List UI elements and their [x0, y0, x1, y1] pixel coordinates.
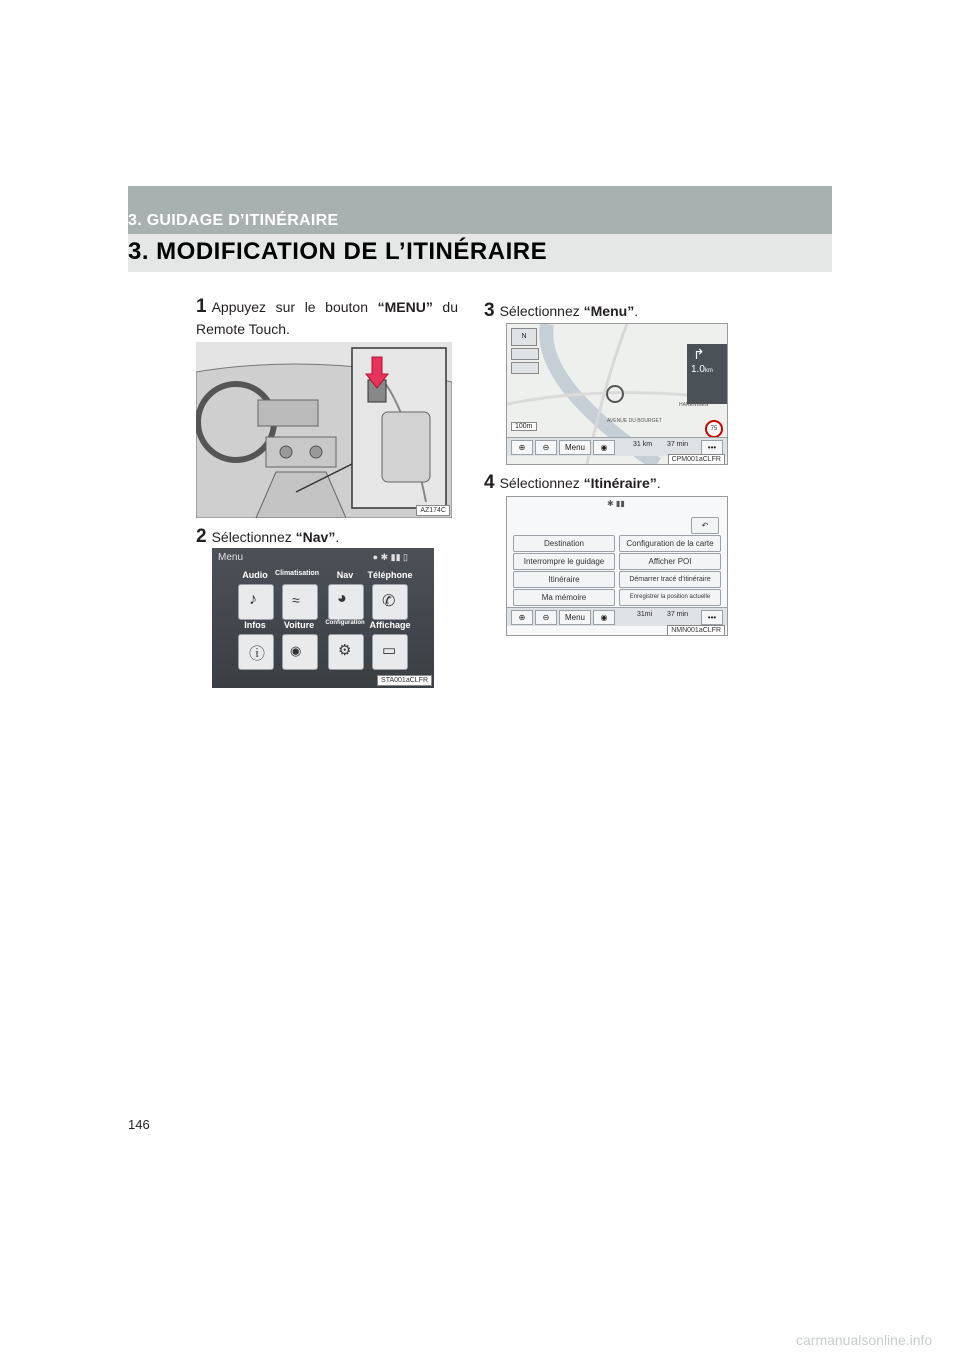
configuration-carte-button[interactable]: Configuration de la carte	[619, 535, 721, 552]
back-arrow-icon: ↶	[701, 521, 709, 530]
more-button[interactable]: •••	[701, 440, 723, 455]
remaining-time: 37 min	[667, 441, 689, 448]
zoom-out-button[interactable]: ⊖	[535, 610, 557, 625]
car-interior-figure	[196, 342, 452, 518]
audio-tile[interactable]	[238, 584, 274, 620]
climatisation-tile[interactable]	[282, 584, 318, 620]
phone-icon: ✆	[382, 593, 396, 610]
step-3: 3 Sélectionnez “Menu”.	[484, 300, 639, 321]
north-compass-icon[interactable]: N	[511, 328, 537, 346]
car-icon: ◉	[290, 643, 302, 658]
label-infos: Infos	[244, 620, 266, 630]
speed-limit-sign: 75	[705, 420, 723, 438]
menu-button[interactable]: Menu	[559, 610, 591, 625]
step-4: 4 Sélectionnez “Itinéraire”.	[484, 472, 661, 493]
step-number: 4	[484, 472, 495, 493]
infos-tile[interactable]	[238, 634, 274, 670]
step-number: 1	[196, 296, 207, 317]
label-configuration: Configuration	[325, 620, 365, 626]
voiture-tile[interactable]	[282, 634, 318, 670]
figure-code: NMN001aCLFR	[667, 625, 725, 636]
nav-menu-figure	[506, 496, 728, 636]
figure-code: CPM001aCLFR	[668, 454, 725, 465]
zoom-in-button[interactable]: ⊕	[511, 440, 533, 455]
interrompre-guidage-button[interactable]: Interrompre le guidage	[513, 553, 615, 570]
street-label: AVENUE DU BOURGET	[607, 418, 662, 424]
list-bottom-bar	[507, 607, 727, 626]
destination-button[interactable]: Destination	[513, 535, 615, 552]
ma-memoire-button[interactable]: Ma mémoire	[513, 589, 615, 606]
settings-icon: ⚙	[338, 642, 352, 659]
affichage-tile[interactable]	[372, 634, 408, 670]
step-1: 1 Appuyez sur le bouton “MENU” du Remote Touch.	[196, 296, 458, 337]
voice-guidance-button[interactable]: ◉	[593, 610, 615, 625]
step-number: 3	[484, 300, 495, 321]
poi-button[interactable]	[511, 362, 539, 374]
enregistrer-position-button[interactable]: Enregistrer la position actuelle	[619, 589, 721, 606]
map-scale: 100m	[511, 422, 537, 431]
info-icon: ⓘ	[249, 646, 266, 663]
demarrer-trace-button[interactable]: Démarrer tracé d’itinéraire	[619, 571, 721, 588]
menu-screen-figure	[212, 548, 434, 688]
remaining-time: 37 min	[667, 611, 689, 618]
label-telephone: Téléphone	[367, 570, 413, 580]
voice-guidance-button[interactable]: ◉	[593, 440, 615, 455]
back-button[interactable]	[691, 517, 719, 534]
zoom-in-button[interactable]: ⊕	[511, 610, 533, 625]
music-note-icon: ♪	[249, 591, 257, 608]
step-number: 2	[196, 526, 207, 547]
turn-distance: 1.0km	[691, 364, 713, 375]
nav-tile[interactable]	[328, 584, 364, 620]
watermark: carmanualsonline.info	[796, 1332, 933, 1348]
more-button[interactable]: •••	[701, 610, 723, 625]
menu-button[interactable]: Menu	[559, 440, 591, 455]
itineraire-button[interactable]: Itinéraire	[513, 571, 615, 588]
seat-fan-icon: ≈	[292, 592, 300, 608]
label-audio: Audio	[242, 570, 268, 580]
telephone-tile[interactable]	[372, 584, 408, 620]
compass-icon: ◕	[337, 590, 347, 607]
label-nav: Nav	[336, 570, 354, 580]
map-screen-figure	[506, 323, 728, 465]
display-icon: ▭	[382, 642, 397, 659]
label-voiture: Voiture	[283, 620, 315, 630]
section-label: 3. GUIDAGE D’ITINÉRAIRE	[128, 212, 339, 229]
figure-code: STA001aCLFR	[377, 675, 432, 686]
label-affichage: Affichage	[369, 620, 411, 630]
turn-arrow-icon: ↱	[693, 346, 705, 362]
configuration-tile[interactable]	[328, 634, 364, 670]
zoom-out-button[interactable]: ⊖	[535, 440, 557, 455]
step-2: 2 Sélectionnez “Nav”.	[196, 526, 340, 547]
label-climatisation: Climatisation	[275, 570, 319, 577]
page-title: 3. MODIFICATION DE L’ITINÉRAIRE	[128, 238, 548, 265]
remaining-distance: 31 km	[633, 441, 653, 448]
page-number: 146	[128, 1117, 150, 1132]
place-label: HARENWEG	[679, 402, 709, 408]
figure-code: AZ174C	[416, 505, 450, 516]
map-view-button[interactable]	[511, 348, 539, 360]
status-icons: ✱ ▮▮	[607, 499, 625, 508]
status-icons: ● ✱ ▮▮ ▯	[372, 552, 408, 562]
remaining-distance: 31mi	[637, 611, 653, 618]
menu-screen-title: Menu	[218, 552, 244, 563]
car-interior-illustration	[196, 342, 452, 518]
afficher-poi-button[interactable]: Afficher POI	[619, 553, 721, 570]
